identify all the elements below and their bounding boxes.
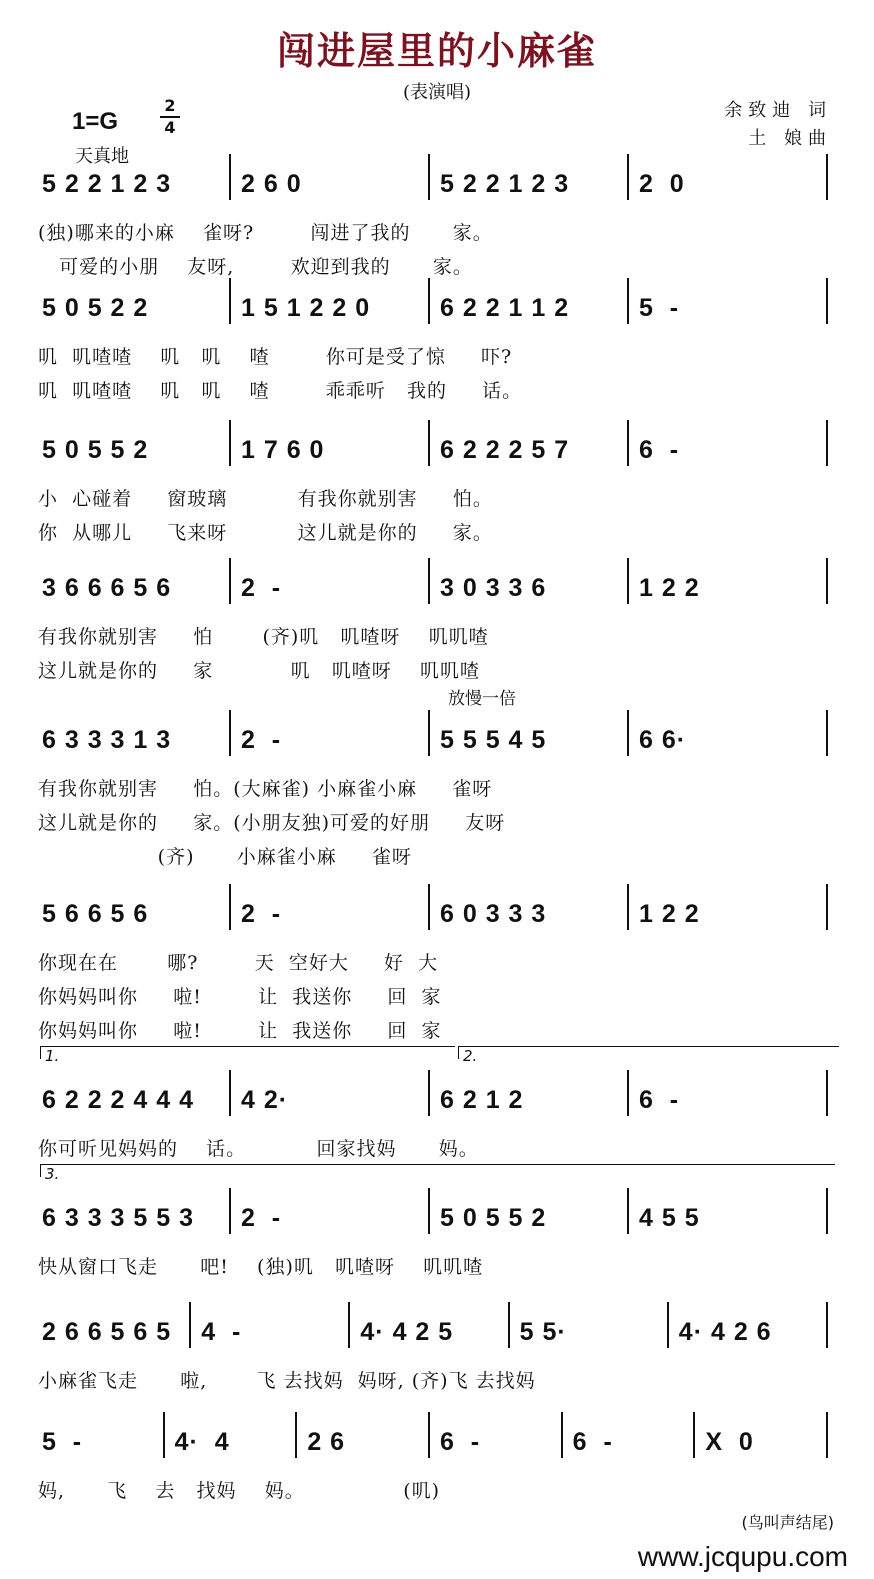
measure-notes: 1 5 1 2 2 0 <box>241 294 371 322</box>
key-signature: 1=G <box>72 108 119 135</box>
lyric-line: 快从窗口飞走 吧! (独)叽 叽喳呀 叽叽喳 <box>38 1256 484 1278</box>
measure-notes: 1 7 6 0 <box>241 436 325 464</box>
lyric-line: 叽 叽喳喳 叽 叽 喳 你可是受了惊 吓? <box>38 346 513 368</box>
measure-notes: 6 2 2 2 5 7 <box>440 436 570 464</box>
bar-line <box>826 278 828 324</box>
bar-line <box>826 1188 828 1234</box>
measure-notes: 2 6 6 5 6 5 <box>42 1318 172 1346</box>
measure-notes: 5 2 2 1 2 3 <box>440 170 570 198</box>
measure-notes: 5 - <box>639 294 680 322</box>
bar-line <box>428 1070 430 1116</box>
notation-row <box>38 1196 834 1242</box>
notation-row <box>38 1078 834 1124</box>
measure-notes: 6 2 2 2 4 4 4 <box>42 1086 195 1114</box>
lyric-line: (独)哪来的小麻 雀呀? 闯进了我的 家。 <box>38 222 493 244</box>
bar-line <box>229 1070 231 1116</box>
bar-line <box>693 1412 695 1458</box>
lyric-line: 妈, 飞 去 找妈 妈。 (叽) <box>38 1480 441 1502</box>
bar-line <box>508 1302 510 1348</box>
lyricist-credit: 余致迪 词 <box>724 100 832 121</box>
measure-notes: 5 5· <box>519 1318 567 1346</box>
bar-line <box>229 1188 231 1234</box>
bar-line <box>189 1302 191 1348</box>
bar-line <box>295 1412 297 1458</box>
measure-notes: 6 - <box>440 1428 481 1456</box>
measure-notes: 2 6 <box>307 1428 346 1456</box>
bar-line <box>826 558 828 604</box>
measure-notes: 6 2 1 2 <box>440 1086 524 1114</box>
notation-row <box>38 1310 834 1356</box>
subtitle: (表演唱) <box>402 82 472 103</box>
measure-notes: 6 0 3 3 3 <box>440 900 547 928</box>
bar-line <box>826 1302 828 1348</box>
bar-line <box>348 1302 350 1348</box>
bar-line <box>826 1070 828 1116</box>
song-title: 闯进屋里的小麻雀 <box>276 29 597 73</box>
measure-notes: 5 0 5 5 2 <box>440 1204 547 1232</box>
measure-notes: 1 2 2 <box>639 574 700 602</box>
bar-line <box>627 710 629 756</box>
tempo-mark: 放慢一倍 <box>448 689 516 709</box>
measure-notes: X 0 <box>705 1428 754 1456</box>
bar-line <box>561 1412 563 1458</box>
volta-bracket: 2. <box>458 1046 839 1059</box>
notation-row <box>38 428 834 474</box>
notation-row <box>38 286 834 332</box>
measure-notes: 6 - <box>572 1428 613 1456</box>
measure-notes: 3 0 3 3 6 <box>440 574 547 602</box>
meter-top: 2 <box>164 96 176 115</box>
notation-row <box>38 892 834 938</box>
measure-notes: 2 - <box>241 900 282 928</box>
bar-line <box>627 278 629 324</box>
bar-line <box>826 710 828 756</box>
measure-notes: 6 2 2 1 1 2 <box>440 294 570 322</box>
measure-notes: 5 2 2 1 2 3 <box>42 170 172 198</box>
lyric-line: 小麻雀飞走 啦, 飞 去找妈 妈呀, (齐)飞 去找妈 <box>38 1370 536 1392</box>
measure-notes: 6 - <box>639 1086 680 1114</box>
bar-line <box>627 1188 629 1234</box>
bar-line <box>627 884 629 930</box>
bar-line <box>627 558 629 604</box>
measure-notes: 2 6 0 <box>241 170 302 198</box>
bar-line <box>229 558 231 604</box>
lyric-line: 这儿就是你的 家 叽 叽喳呀 叽叽喳 <box>38 660 480 682</box>
measure-notes: 4 2· <box>241 1086 289 1114</box>
measure-notes: 6 3 3 3 1 3 <box>42 726 172 754</box>
measure-notes: 5 6 6 5 6 <box>42 900 149 928</box>
measure-notes: 6 - <box>639 436 680 464</box>
bar-line <box>229 420 231 466</box>
time-signature <box>160 96 180 138</box>
bar-line <box>667 1302 669 1348</box>
lyric-line: 你可听见妈妈的 话。 回家找妈 妈。 <box>38 1138 479 1160</box>
notation-row <box>38 566 834 612</box>
bar-line <box>428 420 430 466</box>
lyric-line: (齐) 小麻雀小麻 雀呀 <box>38 846 412 868</box>
lyric-line: 这儿就是你的 家。(小朋友独)可爱的好朋 友呀 <box>38 812 506 834</box>
measure-notes: 5 0 5 5 2 <box>42 436 149 464</box>
measure-notes: 5 5 5 4 5 <box>440 726 547 754</box>
measure-notes: 2 - <box>241 1204 282 1232</box>
bar-line <box>826 420 828 466</box>
bar-line <box>627 420 629 466</box>
measure-notes: 6 6· <box>639 726 687 754</box>
measure-notes: 1 2 2 <box>639 900 700 928</box>
lyric-line: 你妈妈叫你 啦! 让 我送你 回 家 <box>38 986 442 1008</box>
bar-line <box>229 710 231 756</box>
measure-notes: 2 - <box>241 726 282 754</box>
lyric-line: 你妈妈叫你 啦! 让 我送你 回 家 <box>38 1020 442 1042</box>
bar-line <box>826 884 828 930</box>
bar-line <box>428 884 430 930</box>
measure-notes: 4· 4 2 6 <box>678 1318 772 1346</box>
bar-line <box>229 278 231 324</box>
measure-notes: 2 - <box>241 574 282 602</box>
volta-bracket: 1. <box>40 1046 455 1059</box>
bar-line <box>428 1188 430 1234</box>
bar-line <box>229 884 231 930</box>
lyric-line: 有我你就别害 怕。(大麻雀) 小麻雀小麻 雀呀 <box>38 778 493 800</box>
measure-notes: 4· 4 2 5 <box>360 1318 454 1346</box>
lyric-line: 你现在在 哪? 天 空好大 好 大 <box>38 952 439 974</box>
lyric-line: 可爱的小朋 友呀, 欢迎到我的 家。 <box>38 256 473 278</box>
watermark: www.jcqupu.com <box>637 1541 848 1572</box>
measure-notes: 3 6 6 6 5 6 <box>42 574 172 602</box>
volta-bracket: 3. <box>40 1164 835 1177</box>
bar-line <box>428 558 430 604</box>
measure-notes: 2 0 <box>639 170 685 198</box>
measure-notes: 5 0 5 2 2 <box>42 294 149 322</box>
measure-notes: 4 - <box>201 1318 242 1346</box>
lyric-line: 叽 叽喳喳 叽 叽 喳 乖乖听 我的 话。 <box>38 380 523 402</box>
bar-line <box>826 1412 828 1458</box>
notation-row <box>38 1420 834 1466</box>
bar-line <box>428 154 430 200</box>
bar-line <box>229 154 231 200</box>
measure-notes: 6 3 3 3 5 5 3 <box>42 1204 195 1232</box>
bar-line <box>627 1070 629 1116</box>
measure-notes: 4 5 5 <box>639 1204 700 1232</box>
notation-row <box>38 162 834 208</box>
meter-bottom: 4 <box>160 116 180 138</box>
bar-line <box>428 710 430 756</box>
lyric-line: 小 心碰着 窗玻璃 有我你就别害 怕。 <box>38 488 493 510</box>
lyric-line: 你 从哪儿 飞来呀 这儿就是你的 家。 <box>38 522 493 544</box>
ending-note: (鸟叫声结尾) <box>741 1513 834 1532</box>
notation-row <box>38 718 834 764</box>
bar-line <box>428 278 430 324</box>
composer-credit: 土 娘曲 <box>748 128 832 149</box>
tempo-mood: 天真地 <box>75 146 129 167</box>
bar-line <box>826 154 828 200</box>
lyric-line: 有我你就别害 怕 (齐)叽 叽喳呀 叽叽喳 <box>38 626 489 648</box>
measure-notes: 5 - <box>42 1428 83 1456</box>
bar-line <box>163 1412 165 1458</box>
bar-line <box>428 1412 430 1458</box>
bar-line <box>627 154 629 200</box>
measure-notes: 4· 4 <box>174 1428 230 1456</box>
